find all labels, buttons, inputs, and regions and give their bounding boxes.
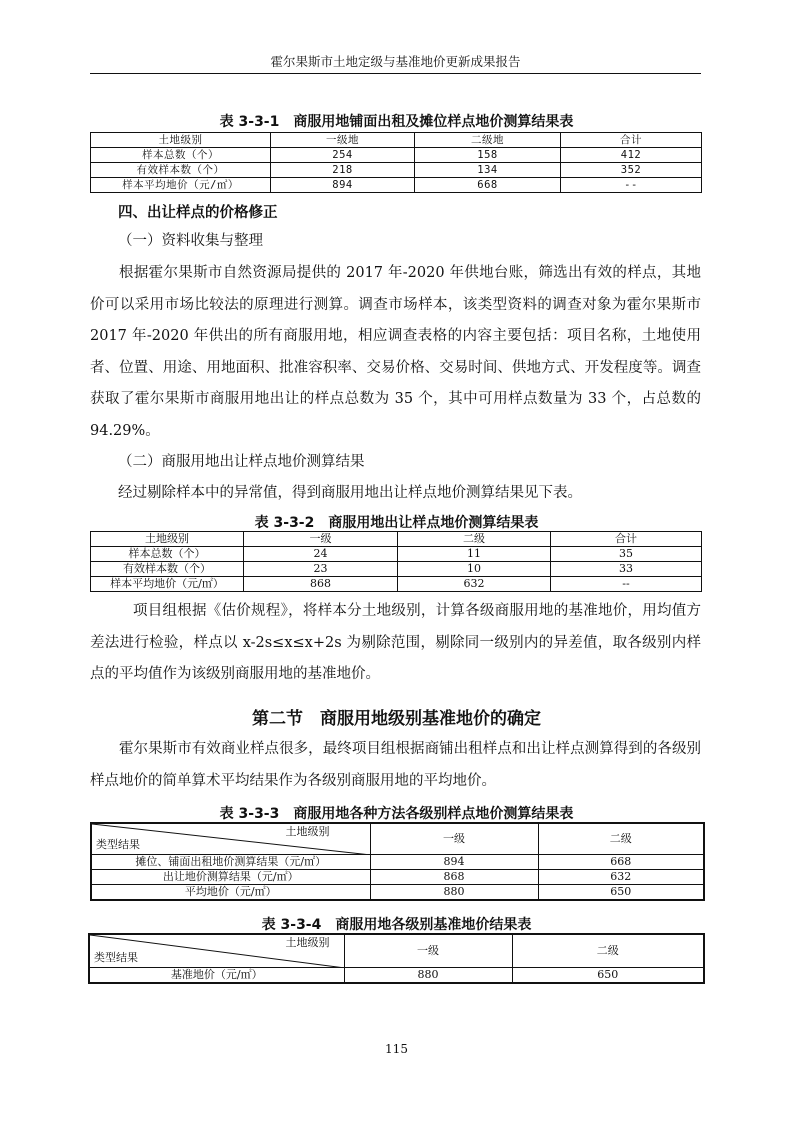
table3-cell: 632 bbox=[538, 869, 704, 884]
table2-caption: 表 3-3-2 商服用地出让样点地价测算结果表 bbox=[254, 515, 539, 531]
table1-cell: 样本总数（个） bbox=[91, 148, 271, 163]
table3-cell: 摊位、铺面出租地价测算结果（元/㎡） bbox=[91, 854, 370, 869]
table2-cell: 24 bbox=[244, 547, 398, 562]
table-row bbox=[91, 163, 702, 178]
table4-cell: 880 bbox=[344, 967, 512, 983]
table4-cell: 基准地价（元/㎡） bbox=[89, 967, 344, 983]
table4 bbox=[88, 933, 705, 984]
table2-cell: 632 bbox=[398, 577, 551, 592]
table3-cell: 880 bbox=[370, 884, 538, 900]
table2-cell: 33 bbox=[551, 562, 702, 577]
table3-cell: 平均地价（元/㎡） bbox=[91, 884, 370, 900]
table-row bbox=[91, 148, 702, 163]
corner-top-label: 土地级别 bbox=[285, 936, 330, 949]
table3-caption: 表 3-3-3 商服用地各种方法各级别样点地价测算结果表 bbox=[219, 806, 574, 822]
table1-header-row bbox=[91, 133, 702, 148]
table1-cell: 134 bbox=[415, 163, 561, 178]
table-row bbox=[91, 562, 702, 577]
table1-cell: 样本平均地价（元/㎡） bbox=[91, 178, 271, 193]
table3-header-row bbox=[91, 823, 704, 854]
table-row bbox=[89, 967, 704, 983]
table4-header-cell: 一级 bbox=[344, 934, 512, 967]
paragraph-average-price: 霍尔果斯市有效商业样点很多，最终项目组根据商铺出租样点和出让样点测算得到的各级别样点地价的简单算术平均结果作为各级别商服用地的平均地价。 bbox=[90, 741, 701, 789]
table3-cell: 650 bbox=[538, 884, 704, 900]
table2-header-cell: 二级 bbox=[398, 532, 551, 547]
table2-header-cell: 合计 bbox=[551, 532, 702, 547]
corner-bottom-label: 类型结果 bbox=[94, 950, 138, 964]
table1-cell: 158 bbox=[415, 148, 561, 163]
table1-header-cell: 土地级别 bbox=[91, 133, 271, 148]
running-header: 霍尔果斯市土地定级与基准地价更新成果报告 bbox=[270, 54, 521, 69]
table3-cell: 668 bbox=[538, 854, 704, 869]
table1-cell: 894 bbox=[271, 178, 415, 193]
table-row bbox=[91, 577, 702, 592]
table-row bbox=[91, 547, 702, 562]
table1-cell: 668 bbox=[415, 178, 561, 193]
table1-header-cell: 一级地 bbox=[271, 133, 415, 148]
table-row bbox=[91, 884, 704, 900]
table1-cell: 254 bbox=[271, 148, 415, 163]
table-row bbox=[91, 869, 704, 884]
table1-header-cell: 二级地 bbox=[415, 133, 561, 148]
corner-bottom-label: 类型结果 bbox=[96, 837, 140, 851]
header-rule bbox=[90, 73, 701, 74]
page-number: 115 bbox=[385, 1042, 408, 1056]
table2-cell: 10 bbox=[398, 562, 551, 577]
table3-corner-cell bbox=[91, 823, 370, 854]
section-two-heading: 第二节 商服用地级别基准地价的确定 bbox=[252, 709, 541, 729]
table2-cell: 11 bbox=[398, 547, 551, 562]
table3 bbox=[90, 822, 705, 901]
table1-cell: 218 bbox=[271, 163, 415, 178]
table2-header-row bbox=[91, 532, 702, 547]
table3-cell: 868 bbox=[370, 869, 538, 884]
table3-cell: 894 bbox=[370, 854, 538, 869]
table2-cell: 有效样本数（个） bbox=[91, 562, 244, 577]
table3-cell: 出让地价测算结果（元/㎡） bbox=[91, 869, 370, 884]
table2 bbox=[90, 531, 702, 592]
section-four-title: 四、出让样点的价格修正 bbox=[118, 205, 278, 221]
subsection-one-title: （一）资料收集与整理 bbox=[118, 233, 263, 249]
table1-cell: -- bbox=[561, 178, 702, 193]
corner-top-label: 土地级别 bbox=[285, 825, 330, 838]
table3-header-cell: 二级 bbox=[538, 823, 704, 854]
table-row bbox=[91, 178, 702, 193]
table2-cell: -- bbox=[551, 577, 702, 592]
table1-cell: 412 bbox=[561, 148, 702, 163]
table-row bbox=[91, 854, 704, 869]
table4-cell: 650 bbox=[512, 967, 704, 983]
table1-header-cell: 合计 bbox=[561, 133, 702, 148]
table1 bbox=[90, 132, 702, 193]
table2-cell: 868 bbox=[244, 577, 398, 592]
table2-header-cell: 一级 bbox=[244, 532, 398, 547]
table2-cell: 35 bbox=[551, 547, 702, 562]
table2-cell: 样本总数（个） bbox=[91, 547, 244, 562]
table1-caption: 表 3-3-1 商服用地铺面出租及摊位样点地价测算结果表 bbox=[219, 114, 574, 130]
table1-cell: 有效样本数（个） bbox=[91, 163, 271, 178]
table4-header-row bbox=[89, 934, 704, 967]
table2-header-cell: 土地级别 bbox=[91, 532, 244, 547]
table4-corner-cell bbox=[89, 934, 344, 967]
table1-cell: 352 bbox=[561, 163, 702, 178]
table2-cell: 样本平均地价（元/㎡） bbox=[91, 577, 244, 592]
table4-caption: 表 3-3-4 商服用地各级别基准地价结果表 bbox=[261, 917, 532, 933]
paragraph-method: 项目组根据《估价规程》，将样本分土地级别，计算各级商服用地的基准地价，用均值方差法进行检验，样点以 x-2s≤x≤x+2s 为剔除范围，剔除同一级别内的异差值，取各级别内样点的平均值作为该级别商服用地的基准地价。 bbox=[90, 603, 701, 682]
table4-header-cell: 二级 bbox=[512, 934, 704, 967]
table3-header-cell: 一级 bbox=[370, 823, 538, 854]
subsection-two-title: （二）商服用地出让样点地价测算结果 bbox=[118, 454, 365, 470]
paragraph-data-collection: 根据霍尔果斯市自然资源局提供的 2017 年-2020 年供地台账，筛选出有效的样点，其地价可以采用市场比较法的原理进行测算。调查市场样本，该类型资料的调查对象为霍尔果斯市 2017 年-2020 年供出的所有商服用地，相应调查表格的内容主要包括：项目名称，土地使用者、位置、用途、用地面积、批准容积率、交易价格、交易时间、供地方式、开发程度等。调查获取了霍尔果斯市商服用地出让的样点总数为 35 个，其中可用样点数量为 33 个，占总数的 94.29%。 bbox=[90, 265, 701, 439]
paragraph-outlier-removal: 经过剔除样本中的异常值，得到商服用地出让样点地价测算结果见下表。 bbox=[118, 485, 582, 501]
table2-cell: 23 bbox=[244, 562, 398, 577]
